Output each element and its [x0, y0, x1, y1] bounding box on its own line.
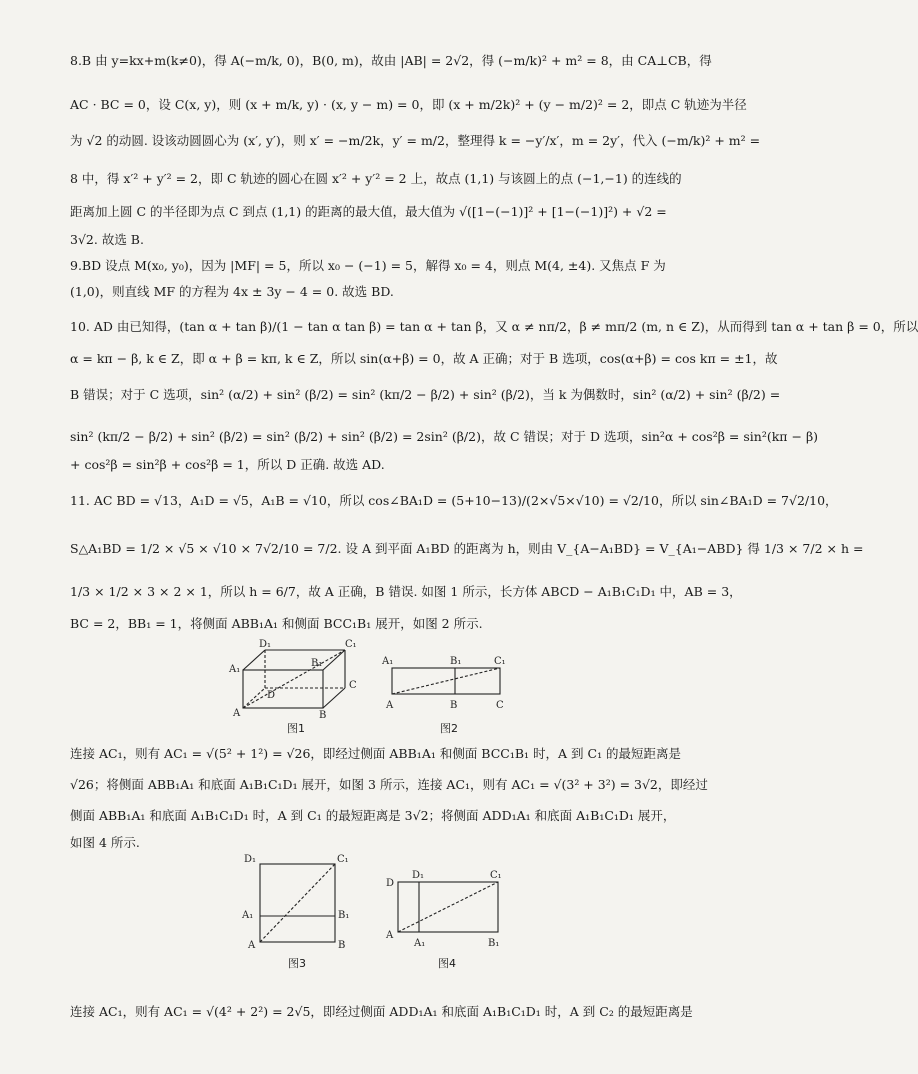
figure-3-caption: 图3: [288, 957, 306, 970]
sol11-line-1: 11. AC BD = √13，A₁D = √5，A₁B = √10，所以 cos∠BA₁D = (5+10−13)/(2×√5×√10) = √2/10，所以 sin∠BA₁D = 7√2/10，: [70, 493, 838, 508]
fig4-label-a1: A₁: [414, 938, 426, 949]
fig3-label-b: B: [338, 940, 346, 951]
sol11-line-8: 如图 4 所示.: [70, 835, 140, 850]
sol11-line-7: 侧面 ABB₁A₁ 和底面 A₁B₁C₁D₁ 时，A 到 C₁ 的最短距离是 3√2；将侧面 ADD₁A₁ 和底面 A₁B₁C₁D₁ 展开，: [70, 808, 676, 823]
fig1-label-d: D: [267, 690, 276, 701]
figure-3-unfolded: [240, 852, 360, 952]
figure-1-cuboid: [225, 636, 360, 721]
fig1-label-b1: B₁: [311, 658, 323, 669]
fig4-label-b1: B₁: [488, 938, 500, 949]
fig1-label-c1: C₁: [345, 639, 357, 650]
fig3-label-d1: D₁: [244, 854, 257, 865]
fig2-label-c: C: [496, 700, 504, 711]
fig3-label-b1: B₁: [338, 910, 350, 921]
fig4-label-d: D: [386, 878, 395, 889]
sol11-line-2: S△A₁BD = 1/2 × √5 × √10 × 7√2/10 = 7/2. 设 A 到平面 A₁BD 的距离为 h，则由 V_{A−A₁BD} = V_{A₁−ABD} 得 1/3 × 7/2 × h =: [70, 541, 864, 556]
fig2-label-a1: A₁: [382, 656, 394, 667]
fig2-label-b: B: [450, 700, 458, 711]
sol8-line-2: AC · BC = 0，设 C(x, y)，则 (x + m/k, y) · (x, y − m) = 0，即 (x + m/2k)² + (y − m/2)² = 2，即点 C 轨迹为半径: [70, 97, 747, 112]
sol8-line-5: 距离加上圆 C 的半径即为点 C 到点 (1,1) 的距离的最大值，最大值为 √([1−(−1)]² + [1−(−1)]²) + √2 =: [70, 204, 667, 219]
figure-4-unfolded: [382, 868, 512, 950]
figure-2-unfolded-sides: [380, 652, 515, 712]
fig4-label-a: A: [386, 930, 394, 941]
figure-4-caption: 图4: [438, 957, 456, 970]
fig1-label-d1: D₁: [259, 639, 272, 650]
fig1-label-b: B: [319, 710, 327, 721]
sol10-line-2: α = kπ − β, k ∈ Z，即 α + β = kπ, k ∈ Z，所以 sin(α+β) = 0，故 A 正确；对于 B 选项，cos(α+β) = cos kπ = ±1，故: [70, 351, 778, 366]
sol11-line-5: 连接 AC₁，则有 AC₁ = √(5² + 1²) = √26，即经过侧面 ABB₁A₁ 和侧面 BCC₁B₁ 时，A 到 C₁ 的最短距离是: [70, 746, 682, 761]
sol10-line-3: B 错误；对于 C 选项，sin² (α/2) + sin² (β/2) = sin² (kπ/2 − β/2) + sin² (β/2)，当 k 为偶数时，sin² (α/2) + sin² (β/2) =: [70, 387, 781, 402]
sol8-line-3: 为 √2 的动圆. 设该动圆圆心为 (x′, y′)，则 x′ = −m/2k，y′ = m/2，整理得 k = −y′/x′，m = 2y′，代入 (−m/k)² + m² =: [70, 133, 761, 148]
sol9-line-2: (1,0)，则直线 MF 的方程为 4x ± 3y − 4 = 0. 故选 BD.: [70, 284, 394, 299]
fig3-label-c1: C₁: [337, 854, 349, 865]
sol11-line-4: BC = 2，BB₁ = 1，将侧面 ABB₁A₁ 和侧面 BCC₁B₁ 展开，如图 2 所示.: [70, 616, 483, 631]
sol11-line-3: 1/3 × 1/2 × 3 × 2 × 1，所以 h = 6/7，故 A 正确，B 错误. 如图 1 所示，长方体 ABCD − A₁B₁C₁D₁ 中，AB = 3，: [70, 584, 742, 599]
fig3-label-a1: A₁: [242, 910, 254, 921]
fig2-label-a: A: [386, 700, 394, 711]
sol8-line-1: 8.B 由 y=kx+m(k≠0)，得 A(−m/k, 0)，B(0, m)，故由 |AB| = 2√2，得 (−m/k)² + m² = 8，由 CA⊥CB，得: [70, 53, 712, 68]
sol8-line-6: 3√2. 故选 B.: [70, 232, 144, 247]
fig1-label-a: A: [233, 708, 241, 719]
sol10-line-4: sin² (kπ/2 − β/2) + sin² (β/2) = sin² (β/2) + sin² (β/2) = 2sin² (β/2)，故 C 错误；对于 D 选项，sin²α + cos²β = sin²(kπ − β): [70, 429, 819, 444]
fig2-label-c1: C₁: [494, 656, 506, 667]
fig1-label-a1: A₁: [229, 664, 241, 675]
sol10-line-5: + cos²β = sin²β + cos²β = 1，所以 D 正确. 故选 AD.: [70, 457, 385, 472]
fig4-label-d1: D₁: [412, 870, 425, 881]
fig3-label-a: A: [248, 940, 256, 951]
figure-1-caption: 图1: [287, 722, 305, 735]
sol8-line-4: 8 中，得 x′² + y′² = 2，即 C 轨迹的圆心在圆 x′² + y′² = 2 上，故点 (1,1) 与该圆上的点 (−1,−1) 的连线的: [70, 171, 682, 186]
sol10-line-1: 10. AD 由已知得，(tan α + tan β)/(1 − tan α tan β) = tan α + tan β，又 α ≠ nπ/2，β ≠ mπ/2 (m, n ∈ Z)，从而得到 tan α + tan β = 0，所以: [70, 319, 918, 334]
fig1-label-c: C: [349, 680, 357, 691]
fig2-label-b1: B₁: [450, 656, 462, 667]
figure-2-caption: 图2: [440, 722, 458, 735]
sol11-line-9: 连接 AC₁，则有 AC₁ = √(4² + 2²) = 2√5，即经过侧面 ADD₁A₁ 和底面 A₁B₁C₁D₁ 时，A 到 C₂ 的最短距离是: [70, 1004, 693, 1019]
sol9-line-1: 9.BD 设点 M(x₀, y₀)，因为 |MF| = 5，所以 x₀ − (−1) = 5，解得 x₀ = 4，则点 M(4, ±4). 又焦点 F 为: [70, 258, 666, 273]
sol11-line-6: √26；将侧面 ABB₁A₁ 和底面 A₁B₁C₁D₁ 展开，如图 3 所示，连接 AC₁，则有 AC₁ = √(3² + 3²) = 3√2，即经过: [70, 777, 708, 792]
fig4-label-c1: C₁: [490, 870, 502, 881]
